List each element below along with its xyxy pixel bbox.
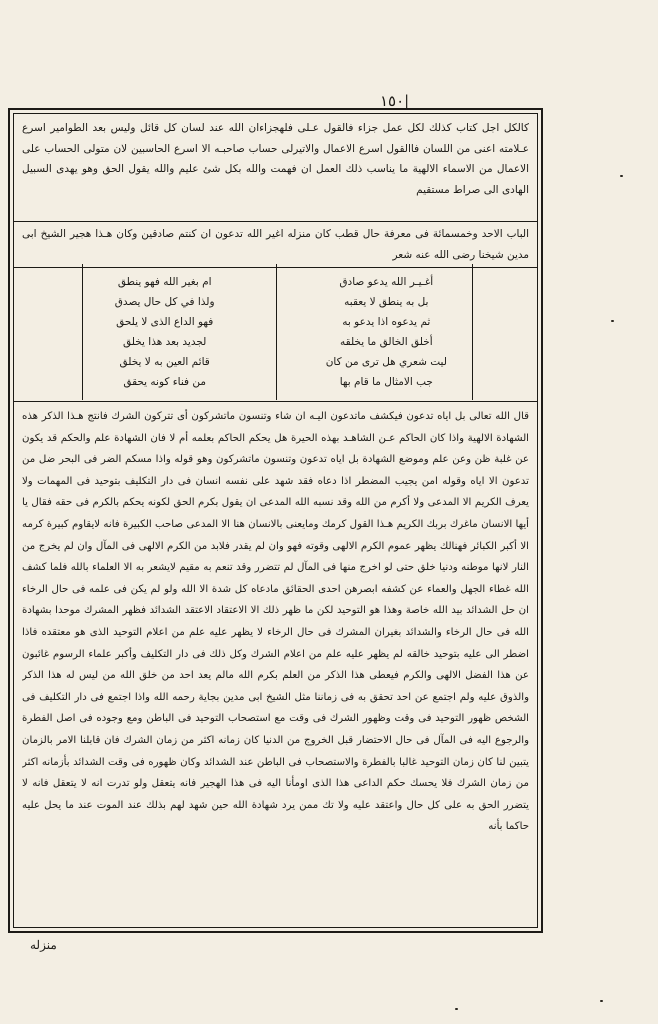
poem-column-rule	[276, 264, 277, 400]
paper-speck	[600, 1000, 603, 1002]
poem-column-rule	[472, 264, 473, 400]
verse-hemistich: ام بغير الله فهو ينطق	[117, 276, 212, 288]
verse-hemistich: ثم يدعوه اذا يدعو به	[342, 316, 431, 328]
paper-speck	[455, 1008, 458, 1010]
text-frame	[8, 108, 543, 933]
main-body-text: قال الله تعالى بل اياه تدعون فيكشف ماتدعون اليـه ان شاء وتنسون ماتشركون أى تتركون الشرك فانتج هـذا الذكر هذه الشهادة الالهية واذا كان الحاكم عـن الشاهـد بهذه الحيرة هل يحكم الحاكم بعلمه أم لا فان الشهادة علم والحكم قد يكون عن غلبة ظن وعن علم وموضع الشهادة بل اياه تدعون وتنسون ماتشركون وهو قوله واذا مسكم الضر فى البحر ضل من تدعون الا اياه وقوله امن يجيب المضطر اذا دعاه فقد شهد على نفسه انسان فى دار التكليف بتوحيد فى المهمات ولا يعرف الكريم الا المدعى ولا أكرم من الله وقد نسبه الله المدعى ان يقول بكرم الحق لكونه يحكم بالكرم فى حقه فقال يا أيها الانسان ماغرك بربك الكريم هـذا القول كرمك ومايعنى بالانسان هنا الا المدعى صاحب الكبيرة فانه لايقاوم كبيرة كرمه الا أكبر الكبائر فهنالك يظهر عموم الكرم الالهى وقوته فهو وان لم يقدر فلابد من الكرم الالهى فى المآل وان لم يخرج من النار لانها موطنه ودنيا خلق حتى لو اخرج منها فى المآل لم تتضرر وقد تنعم به مقيم لايشعر به الا العلماء بالله فلما كشف الله غطاء الجهل والعماء عن كشفه ابصرهن احدى الحقائق مادعاه كل شدة الا الله ولو لم يكن فى علمه فى حال الرخاء ان حل الشدائد بيد الله خاصة وهذا هو التوحيد لكن ما ظهر ذلك الا الاعتقاد الاعتقد الشدائد فظهر المشرك موحدا بشهادة الله فى حال الرخاء والشدائد بغيران المشرك فى حال الرخاء لا يظهر عليه علم من اعلام التوحيد الذى هو معتقده فاذا اضطر الى عليه بتوحيد خالقه لم يظهر عليه علم من اعلام الشرك وكل ذلك فى دار التكليف وأكبر علماء الرسوم غائبون عن هذا الفضل الالهى والكرم فيعطى هذا الذكر من العلم بكرم الله مالم يعد احد من خلق الله من ليس له هذا الذكر والذوق عليه ولم اجتمع عن احد تحقق به فى زماننا مثل الشيخ ابى مدين بجاية رحمه الله واذا اجتمع فى دار التكليف فى الشخص ظهور التوحيد فى وقت وظهور الشرك فى وقت مع استصحاب التوحيد فى الباطن ومع وجوده فى اصل الفطرة والرجوع اليه فى المآل فى حال الاحتضار قبل الخروج من الدنيا كان زمانه اكثر من زمان الشرك فان قابلنا الامر بالزمان يتبين لنا كان زمان التوحيد غالبا بالفطرة والاستصحاب فى الباطن عند الشدائد وكان ظهوره فى وقت الشدائد بأزمانه اكثر من زمان الشرك فلا يحسك حكم الداعى هذا الذى اومأنا اليه فى هذا الهجير فانه يتعقل ولو تدرت انه لا يتعقل فانه لا يتضرر الحق به على كل حال واعتقد عليه ولا تك ممن يرد شهادة الله حين شهد لهم بذلك عند الموت عند ما يحل عليه حاكما بأنه	[22, 411, 529, 833]
poem-column-rule	[82, 264, 83, 400]
divider-rule	[14, 221, 537, 222]
verse-hemistich: فهو الداع الذى لا يلحق	[116, 316, 214, 328]
verse-hemistich: لجديد بعد هذا يخلق	[123, 336, 207, 348]
verse-hemistich: ولذا في كل حال يصدق	[114, 296, 215, 308]
page-number: |١٥٠	[380, 92, 410, 110]
verse-hemistich: ليت شعري هل ترى من كان	[325, 356, 447, 368]
verse-hemistich: جب الامثال ما قام بها	[339, 376, 433, 388]
catchword: منزله	[30, 938, 57, 952]
paper-speck	[611, 320, 614, 322]
chapter-heading: الباب الاحد وخمسمائة فى معرفة حال قطب كان منزله اغير الله تدعون ان كنتم صادقين وكان هـذا هجير الشيخ ابى مدين شيخنا رضى الله عنه شعر	[22, 228, 529, 261]
poem-right-column	[296, 272, 477, 394]
divider-rule	[14, 401, 537, 402]
top-paragraph: كالكل اجل كتاب كذلك لكل عمل جزاء فالقول عـلى فلهجزاءان الله عند لسان كل قائل وليس بعد الطوامير اسرع عـلامته اعنى من اللسان فاالقول اسرع الاعمال والاتيرلى حساب صاحبـه الا اسرع الحاسبين لان متولى الحساب على الاعمال من الاسماء الالهية ما يناسب ذلك العمل ان فهمت والله بكل شئ عليم والله يقول الحق وهو يهدى السبيل الهادى الى صراط مستقيم	[22, 122, 529, 196]
verse-hemistich: قائم العين به لا يخلق	[119, 356, 210, 368]
paper-speck	[620, 175, 623, 177]
verse-hemistich: بل به ينطق لا يعقبه	[344, 296, 429, 308]
poem-left-column	[74, 272, 255, 394]
verse-hemistich: أغـيـر الله يدعو صادق	[339, 276, 434, 288]
verse-hemistich: من فناء كونه يحقق	[123, 376, 207, 388]
inner-border	[13, 113, 538, 928]
verse-hemistich: أخلق الخالق ما يخلقه	[340, 336, 433, 348]
